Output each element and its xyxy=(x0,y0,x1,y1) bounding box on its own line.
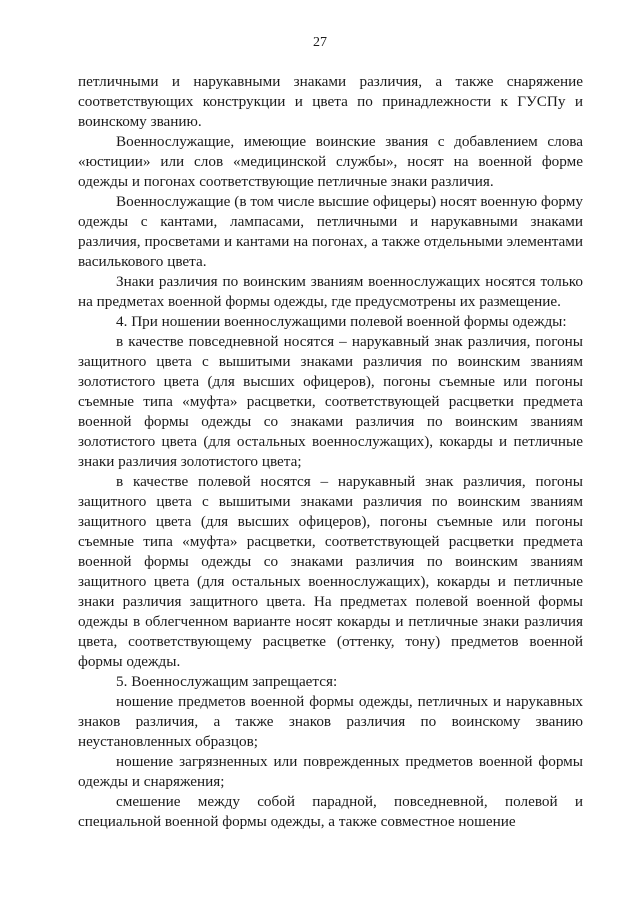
paragraph-everyday-wear: в качестве повседневной носятся – нарукавный знак различия, погоны защитного цвета с вышитыми знаками различия по воинским званиям золотистого цвета (для высших офицеров), погоны съемные или погоны съемные типа «муфта» расцветки, соответствующей расцветки предмета военной формы одежды со знаками различия по воинским званиям золотистого цвета (для остальных военнослужащих), кокарды и петличные знаки различия золотистого цвета; xyxy=(78,333,583,470)
prohibition-item-3: смешение между собой парадной, повседневной, полевой и специальной военной формы одежды, а также совместное ношение xyxy=(78,793,583,830)
prohibition-item-2: ношение загрязненных или поврежденных предметов военной формы одежды и снаряжения; xyxy=(78,753,583,790)
document-body xyxy=(78,72,583,832)
section-4-heading: 4. При ношении военнослужащими полевой военной формы одежды: xyxy=(116,313,567,330)
page-number: 27 xyxy=(313,35,327,50)
section-5-heading: 5. Военнослужащим запрещается: xyxy=(116,673,338,690)
paragraph-field-wear: в качестве полевой носятся – нарукавный знак различия, погоны защитного цвета с вышитыми знаками различия по воинским званиям защитного цвета (для высших офицеров), погоны съемные или погоны съемные типа «муфта» расцветки, соответствующей расцветки предмета военной формы одежды со знаками различия по воинским званиям защитного цвета (для остальных военнослужащих), кокарды и петличные знаки различия защитного цвета. На предметах полевой военной формы одежды в облегченном варианте носят кокарды и петличные знаки различия цвета, соответствующему расцветке (оттенку, тону) предметов военной формы одежды. xyxy=(78,473,583,670)
paragraph-3: Военнослужащие (в том числе высшие офицеры) носят военную форму одежды с кантами, лампасами, петличными и нарукавными знаками различия, просветами и кантами на погонах, а также отдельными элементами василькового цвета. xyxy=(78,193,583,270)
paragraph-1: петличными и нарукавными знаками различия, а также снаряжение соответствующих конструкции и цвета по принадлежности к ГУСПу и воинскому званию. xyxy=(78,73,583,130)
paragraph-4: Знаки различия по воинским званиям военнослужащих носятся только на предметах военной формы одежды, где предусмотрены их размещение. xyxy=(78,273,583,310)
prohibition-item-1: ношение предметов военной формы одежды, петличных и нарукавных знаков различия, а также знаков различия по воинскому званию неустановленных образцов; xyxy=(78,693,583,750)
paragraph-2: Военнослужащие, имеющие воинские звания с добавлением слова «юстиции» или слов «медицинской службы», носят на военной форме одежды и погонах соответствующие петличные знаки различия. xyxy=(78,133,583,190)
